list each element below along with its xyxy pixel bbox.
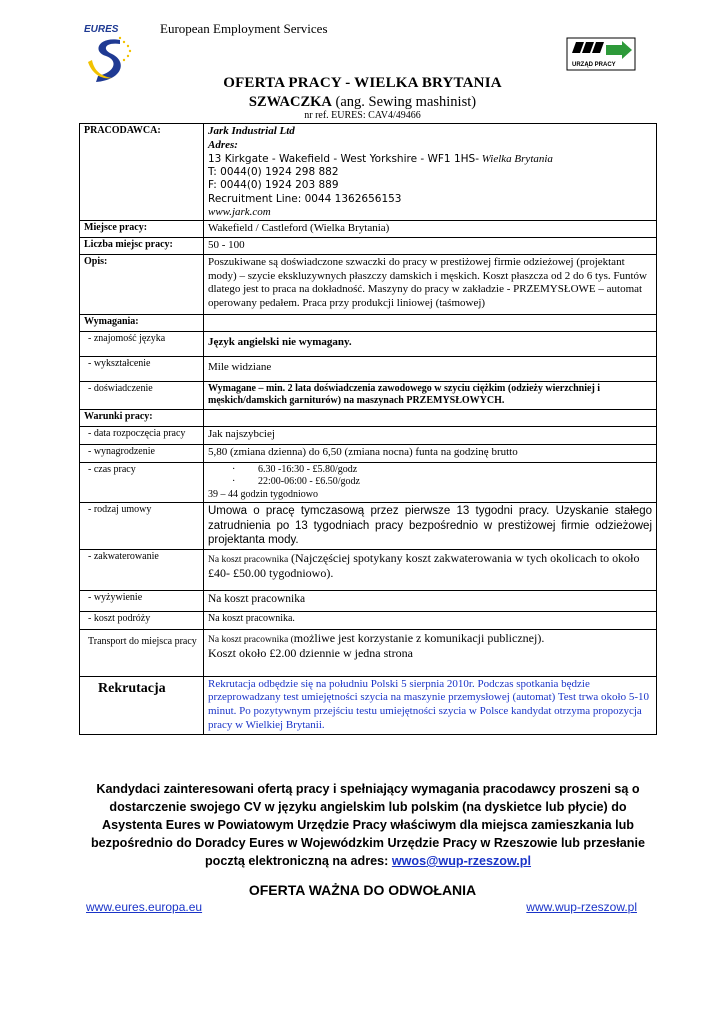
table-row (80, 676, 657, 734)
transport-cost: Koszt około £2.00 dziennie w jedna strona (208, 646, 413, 661)
table-row (80, 611, 657, 629)
employer-recruitment-line: Recruitment Line: 0044 1362656153 (208, 192, 402, 205)
place-label: Miejsce pracy: (80, 221, 204, 238)
page-title: OFERTA PRACY - WIELKA BRYTANIA (223, 75, 502, 91)
org-name: European Employment Services (160, 21, 328, 36)
eures-website-link[interactable]: www.eures.europa.eu (86, 900, 203, 914)
validity-notice: OFERTA WAŻNA DO ODWOŁANIA (248, 882, 477, 898)
wup-website-link[interactable]: www.wup-rzeszow.pl (526, 900, 637, 914)
table-row (80, 549, 657, 590)
language-value: Język angielski nie wymagany. (204, 331, 657, 356)
employer-website[interactable]: www.jark.com (208, 205, 271, 218)
reference-number: nr ref. EURES: CAV4/49466 (304, 110, 421, 121)
job-title (0, 94, 725, 111)
employer-label: PRACODAWCA: (80, 124, 204, 221)
table-row (80, 221, 657, 238)
recruitment-label: Rekrutacja (80, 676, 204, 734)
contract-label: - rodzaj umowy (80, 503, 204, 549)
table-row (80, 462, 657, 503)
employer-row (80, 124, 657, 221)
hours-label: - czas pracy (80, 462, 204, 503)
eures-logo-text: EURES (84, 24, 119, 35)
description-value: Poszukiwane są doświadczone szwaczki do pracy w prestiżowej firmie odzieżowej (projektant mody) – szycie ekskluzywnych płaszczy damskich i męskich. Koszt płaszcza od 2 do 6 tys. Funtów dlatego jest to praca na dokładność. Maszyny do pracy w zakładzie - PRZEMYSŁOWE – automat operowany pedałem. Praca przy produkcji liniowej (taśmowej) (204, 254, 657, 314)
housing-value: Na koszt pracownika (Najczęściej spotykany koszt zakwaterowania w tych okolicach to około £40- £50.00 tygodniowo). (204, 549, 657, 590)
place-value: Wakefield / Castleford (Wielka Brytania) (204, 221, 657, 238)
table-row (80, 238, 657, 255)
shift-night: · 22:00-06:00 - £6.50/godz (232, 476, 360, 488)
offer-table (79, 123, 657, 735)
table-row (80, 409, 657, 426)
language-label: - znajomość języka (80, 331, 204, 356)
food-value: Na koszt pracownika (204, 590, 657, 611)
recruitment-value: Rekrutacja odbędzie się na południu Polski 5 sierpnia 2010r. Podczas spotkania będzie przeprowadzany test umiejętności szycia na maszynie przemysłowej (automat) Test trwa około 5-10 minut. Po pozytywnym przejściu testu umiejętności szycia w Polsce kandydat otrzyma propozycja pracy w Wielkiej Brytanii. (204, 676, 657, 734)
weekly-hours: 39 – 44 godzin tygodniowo (208, 488, 318, 500)
education-value: Mile widziane (204, 356, 657, 381)
contract-value: Umowa o pracę tymczasową przez pierwsze 13 tygodni pracy. Uzyskanie stałego zatrudnienia po 13 tygodniach pracy bezpośrednio w prestiżowej firmie odzieżowej projektanta mody. (204, 503, 657, 549)
table-row (80, 356, 657, 381)
hours-value (204, 462, 657, 503)
employer-phone: T: 0044(0) 1924 298 882 (208, 166, 339, 179)
food-label: - wyżywienie (80, 590, 204, 611)
employer-fax: F: 0044(0) 1924 203 889 (208, 179, 339, 192)
application-instructions: Kandydaci zainteresowani ofertą pracy i spełniający wymagania pracodawcy proszeni są o dostarczenie swojego CV w języku angielskim lub polskim (na dyskietce lub płycie) do Asystenta Eures w Powiatowym Urzędzie Pracy właściwym dla miejsca zamieszkania lub bezpośrednio do Doradcy Eures w Wojewódzkim Urzędzie Pracy w Rzeszowie lub przesłanie pocztą elektroniczną na adres: wwos@wup-rzeszow.pl (90, 782, 646, 868)
housing-label: - zakwaterowanie (80, 549, 204, 590)
transport-label: Transport do miejsca pracy (80, 629, 204, 676)
contact-email-link[interactable]: wwos@wup-rzeszow.pl (391, 854, 532, 868)
start-label: - data rozpoczęcia pracy (80, 426, 204, 444)
requirements-value (204, 314, 657, 331)
education-label: - wykształcenie (80, 356, 204, 381)
table-row (80, 503, 657, 549)
travel-label: - koszt podróży (80, 611, 204, 629)
shift-day: · 6.30 -16:30 - £5.80/godz (232, 463, 358, 475)
table-row (80, 629, 657, 676)
urzad-pracy-logo-text: URZĄD PRACY (572, 62, 616, 68)
conditions-label: Warunki pracy: (80, 409, 204, 426)
salary-label: - wynagrodzenie (80, 444, 204, 462)
employer-details (204, 124, 657, 221)
salary-value: 5,80 (zmiana dzienna) do 6,50 (zmiana nocna) funta na godzinę brutto (204, 444, 657, 462)
table-row (80, 444, 657, 462)
table-row (80, 314, 657, 331)
count-label: Liczba miejsc pracy: (80, 238, 204, 255)
job-name: SZWACZKA (248, 94, 332, 110)
employer-name: Jark Industrial Ltd (208, 125, 295, 137)
table-row (80, 590, 657, 611)
table-row (80, 254, 657, 314)
address-label: Adres: (208, 138, 238, 151)
transport-value: Na koszt pracownika (możliwe jest korzystanie z komunikacji publicznej). Koszt około £2.00 dziennie w jedna strona (204, 629, 657, 676)
count-value: 50 - 100 (204, 238, 657, 255)
requirements-label: Wymagania: (80, 314, 204, 331)
experience-label: - doświadczenie (80, 381, 204, 409)
experience-value: Wymagane – min. 2 lata doświadczenia zawodowego w szyciu ciężkim (odzieży wierzchniej i męskich/damskich garniturów) na maszynach PRZEMYSŁOWYCH. (204, 381, 657, 409)
job-name-en: (ang. Sewing mashinist) (335, 94, 477, 110)
description-label: Opis: (80, 254, 204, 314)
table-row (80, 381, 657, 409)
conditions-value (204, 409, 657, 426)
table-row (80, 426, 657, 444)
table-row (80, 331, 657, 356)
travel-value: Na koszt pracownika. (204, 611, 657, 629)
urzad-pracy-logo (566, 37, 636, 71)
start-value: Jak najszybciej (204, 426, 657, 444)
employer-country: Wielka Brytania (481, 152, 553, 165)
employer-address: 13 Kirkgate - Wakefield - West Yorkshire - WF1 1HS- Wielka Brytania (208, 152, 553, 165)
